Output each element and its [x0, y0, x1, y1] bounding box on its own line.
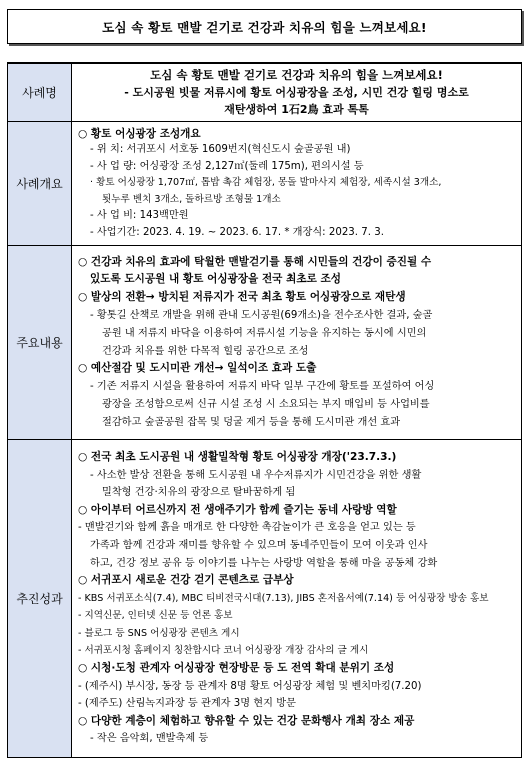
- content-point-2-c: 건강과 치유를 위한 다목적 힐링 공간으로 조성: [102, 345, 309, 357]
- result-4-a: - (제주시) 부시장, 동장 등 관계자 8명 황토 어싱광장 체험 및 벤치마킹(7.20): [78, 680, 422, 692]
- content-point-2-a: - 황톳길 산책로 개발을 위해 관내 도시공원(69개소)을 전수조사한 결과, 숲골: [90, 309, 433, 321]
- main-content-cell: [72, 246, 522, 440]
- result-1-b: 밀착형 건강·치유의 광장으로 탈바꿈하게 됨: [102, 487, 296, 499]
- row-overview: [8, 122, 522, 246]
- content-point-2-b: 공원 내 저류지 바닥을 이용하여 저류시설 기능을 유지하는 동시에 시민의: [102, 327, 427, 339]
- result-3-a: - KBS 서귀포소식(7.4), MBC 티비전국시대(7.13), JIBS 혼저옵서예(7.14) 등 어싱광장 방송 홍보: [78, 592, 489, 604]
- result-3: ○ 서귀포시 새로운 건강 걷기 콘텐츠로 급부상: [78, 574, 294, 587]
- overview-detail-1: · 황토 어싱광장 1,707㎡, 톱밥 촉감 체험장, 몽돌 발마사지 체험장, 세족시설 3개소,: [90, 177, 442, 189]
- case-subtitle-1: - 도시공원 빗물 저류시에 황토 어싱광장을 조성, 시민 건강 힐링 명소로: [124, 86, 469, 99]
- label-overview: 사례개요: [8, 122, 72, 246]
- overview-detail-2: 툇누루 벤치 3개소, 돌하르방 조형물 1개소: [102, 193, 281, 205]
- content-point-3-c: 절감하고 숲골공원 잡목 및 덩굴 제거 등을 통해 도시미관 개선 효과: [102, 416, 401, 428]
- result-2-c: 하고, 건강 정보 공유 등 이야기를 나누는 사랑방 역할을 통해 마을 공동체 강화: [90, 557, 438, 569]
- row-case-name: [8, 63, 522, 122]
- label-results: 추진성과: [8, 440, 72, 758]
- result-2-b: 가족과 함께 건강과 재미를 향유할 수 있으며 동네주민들이 모여 이웃과 인사: [90, 539, 428, 551]
- case-subtitle-2: 재탄생하여 1石2鳥 효과 톡톡: [224, 103, 369, 116]
- content-point-3-b: 광장을 조성함으로써 신규 시설 조성 시 소요되는 부지 매입비 등 사업비를: [102, 398, 430, 410]
- label-case-name: 사례명: [8, 63, 72, 122]
- result-2-a: - 맨발걷기와 함께 흙을 매개로 한 다양한 촉감놀이가 큰 호응을 얻고 있는 등: [78, 522, 416, 534]
- row-results: [8, 440, 522, 758]
- content-point-3: ○ 예산절감 및 도시미관 개선→ 일석이조 효과 도출: [78, 362, 317, 375]
- label-main-content: 주요내용: [8, 246, 72, 440]
- case-name-cell: [72, 63, 522, 122]
- case-title: 도심 속 황토 맨발 걷기로 건강과 치유의 힘을 느껴보세요!: [150, 68, 443, 82]
- result-4-b: - (제주도) 산림녹지과장 등 관계자 3명 현지 방문: [78, 698, 296, 710]
- document-title: 도심 속 황토 맨발 걷기로 건강과 치유의 힘을 느껴보세요!: [7, 9, 522, 44]
- overview-location: - 위 치: 서귀포시 서호동 1609번지(혁신도시 숲골공원 내): [90, 144, 351, 156]
- content-point-1-cont: 있도록 도시공원 내 황토 어싱광장을 전국 최초로 조성: [90, 273, 341, 286]
- overview-cost: - 사 업 비: 143백만원: [90, 210, 189, 222]
- overview-heading: ○ 황토 어싱광장 조성개요: [78, 127, 201, 140]
- content-point-2: ○ 발상의 전환→ 방치된 저류지가 전국 최초 황토 어싱광장으로 재탄생: [78, 291, 406, 304]
- overview-cell: [72, 122, 522, 246]
- result-2: ○ 아이부터 어르신까지 전 생애주기가 함께 즐기는 동네 사랑방 역할: [78, 503, 397, 516]
- case-table: [7, 62, 522, 758]
- result-3-b: - 지역신문, 인터넷 신문 등 언론 홍보: [78, 610, 233, 622]
- content-point-1: ○ 건강과 치유의 효과에 탁월한 맨발걷기를 통해 시민들의 건강이 증진될 수: [78, 255, 432, 268]
- result-1: ○ 전국 최초 도시공원 내 생활밀착형 황토 어싱광장 개장('23.7.3.): [78, 450, 397, 463]
- result-3-c: - 블로그 등 SNS 어싱광장 콘텐츠 게시: [78, 627, 240, 639]
- result-5: ○ 다양한 계층이 체험하고 향유할 수 있는 건강 문화행사 개최 장소 제공: [78, 714, 415, 727]
- overview-period: - 사업기간: 2023. 4. 19. ~ 2023. 6. 17. * 개장식: 2023. 7. 3.: [90, 226, 384, 238]
- results-cell: [72, 440, 522, 758]
- result-5-a: - 작은 음악회, 맨발축제 등: [90, 733, 209, 745]
- result-3-d: - 서귀포시청 홈페이지 칭찬합시다 코너 어싱광장 개장 감사의 글 게시: [78, 645, 369, 657]
- result-4: ○ 시청·도청 관계자 어싱광장 현장방문 등 도 전역 확대 분위기 조성: [78, 662, 395, 675]
- row-main-content: [8, 246, 522, 440]
- content-point-3-a: - 기존 저류지 시설을 활용하여 저류지 바닥 일부 구간에 황토를 포설하여 어싱: [90, 381, 435, 393]
- overview-scope: - 사 업 량: 어싱광장 조성 2,127㎡(둘레 175m), 편의시설 등: [90, 160, 364, 172]
- result-1-a: - 사소한 발상 전환을 통해 도시공원 내 우수저류지가 시민건강을 위한 생활: [90, 469, 422, 481]
